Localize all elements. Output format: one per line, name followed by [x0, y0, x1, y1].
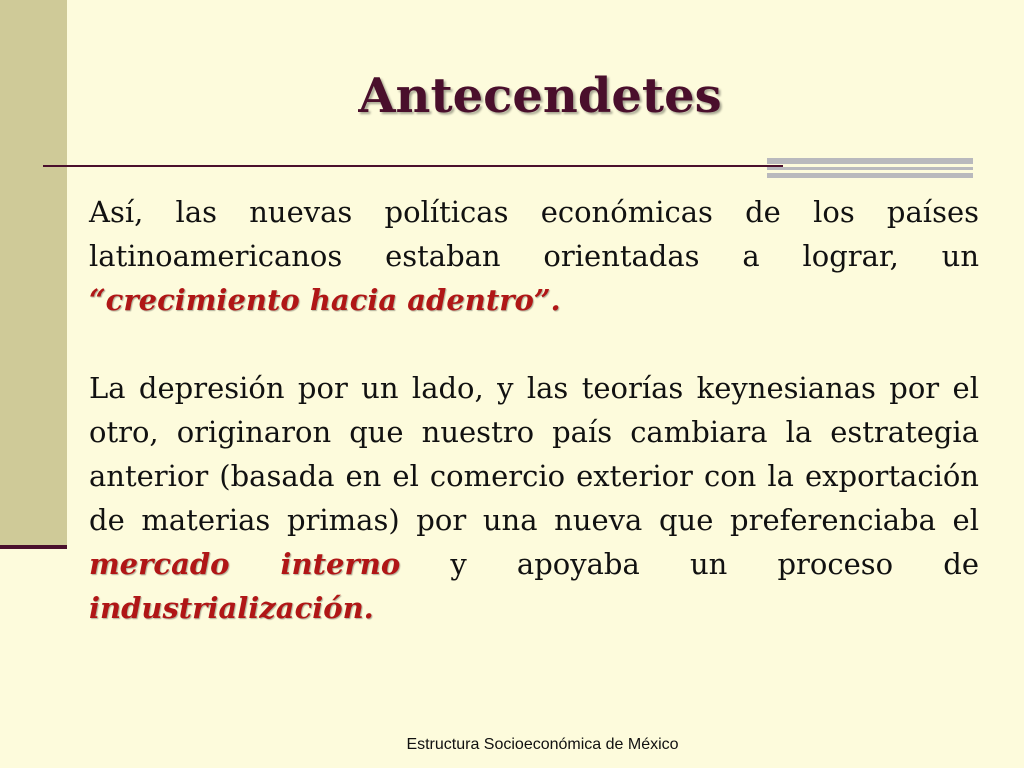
paragraph-1-text: Así, las nuevas políticas económicas de los países latinoamericanos estaban orientadas a lograr, un: [89, 195, 979, 273]
title-rule-gray-bar: [767, 173, 973, 178]
paragraph-1: [89, 190, 979, 322]
paragraph-2-text-b: y apoyaba un proceso de: [400, 547, 980, 581]
highlight-mercado-interno: mercado interno: [89, 547, 401, 581]
title-rule: [43, 165, 783, 167]
side-bar-accent: [0, 545, 67, 549]
title-rule-gray-bar: [767, 167, 973, 170]
highlight-industrializacion: industrialización.: [89, 591, 374, 625]
paragraph-2-text-a: La depresión por un lado, y las teorías keynesianas por el otro, originaron que nuestro país cambiara la estrategia anterior (basada en el comercio exterior con la exportación de materias primas) por una nueva que preferenciaba el: [89, 371, 979, 537]
paragraph-2: [89, 366, 979, 630]
slide-title: Antecendetes: [358, 68, 722, 124]
slide-footer: Estructura Socioeconómica de México: [406, 736, 679, 753]
title-rule-gray-bar: [767, 158, 973, 164]
highlight-crecimiento: “crecimiento hacia adentro”.: [89, 283, 561, 317]
